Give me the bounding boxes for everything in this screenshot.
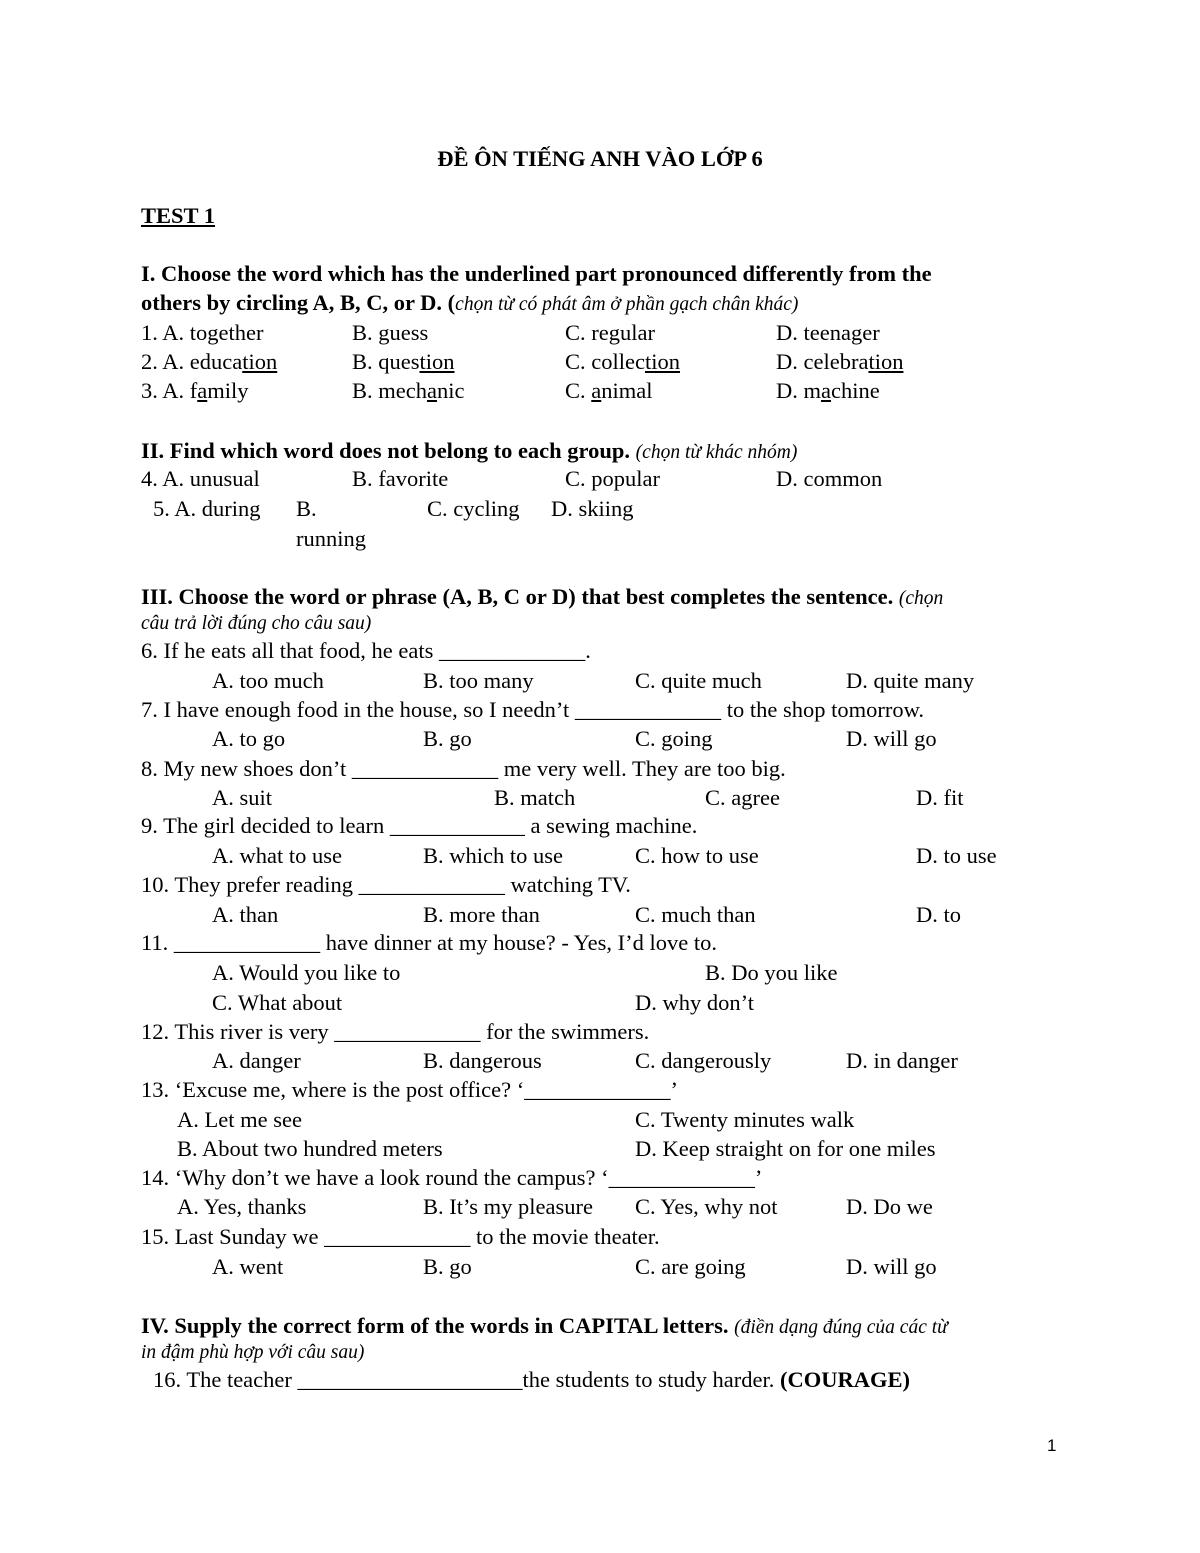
q9-option-b: B. which to use [423,843,563,868]
q5-option-c: C. cycling [427,496,520,521]
q9-option-a: A. what to use [212,843,342,868]
q2-option-c: C. collection [565,349,680,374]
q14-option-c: C. Yes, why not [635,1194,778,1219]
q9-stem: 9. The girl decided to learn ____________ a sewing machine. [141,813,698,838]
q5-option-b: B. [296,496,317,521]
q4-option-c: C. popular [565,466,660,491]
q11-option-c: C. What about [212,990,343,1015]
document-title: ĐỀ ÔN TIẾNG ANH VÀO LỚP 6 [437,146,763,171]
q10-option-d: D. to [916,902,961,927]
section-4-note: (điền dạng đúng của các từ [734,1317,948,1338]
q2-option-b: B. question [352,349,455,374]
q13-option-a: A. Let me see [177,1107,302,1132]
page-number: 1 [1047,1436,1057,1455]
section-2-note: (chọn từ khác nhóm) [635,442,798,463]
q5-option-b-word: running [296,526,366,551]
q9-option-c: C. how to use [635,843,759,868]
q6-option-b: B. too many [423,668,534,693]
q5-option-d: D. skiing [551,496,634,521]
test-heading: TEST 1 [141,203,216,228]
q15-option-d: D. will go [846,1254,937,1279]
q13-option-b: B. About two hundred meters [177,1136,443,1161]
q14-option-d: D. Do we [846,1194,933,1219]
section-4-note-line2: in đậm phù hợp với câu sau) [141,1342,365,1363]
q9-option-d: D. to use [916,843,997,868]
q14-option-a: A. Yes, thanks [177,1194,307,1219]
q6-option-a: A. too much [212,668,324,693]
section-3-heading: III. Choose the word or phrase (A, B, C or D) that best completes the sentence. (chọn [141,584,944,609]
q1-option-d: D. teenager [776,320,880,345]
q13-option-c: C. Twenty minutes walk [635,1107,855,1132]
q15-stem: 15. Last Sunday we _____________ to the movie theater. [141,1224,660,1249]
q15-option-c: C. are going [635,1254,746,1279]
q14-stem: 14. ‘Why don’t we have a look round the campus? ‘_____________’ [141,1165,763,1190]
q11-option-d: D. why don’t [635,990,754,1015]
q12-option-a: A. danger [212,1048,301,1073]
q8-option-d: D. fit [916,785,964,810]
q1-option-c: C. regular [565,320,655,345]
q3-option-b: B. mechanic [352,378,465,403]
q8-option-a: A. suit [212,785,273,810]
q7-option-d: D. will go [846,726,937,751]
q4-option-d: D. common [776,466,883,491]
q4-option-b: B. favorite [352,466,449,491]
q12-option-d: D. in danger [846,1048,958,1073]
section-3-note-line2: câu trả lời đúng cho câu sau) [141,613,372,634]
q11-stem: 11. _____________ have dinner at my house? - Yes, I’d love to. [141,930,717,955]
q12-option-c: C. dangerously [635,1048,772,1073]
q7-option-b: B. go [423,726,472,751]
q1-option-a: 1. A. together [141,320,264,345]
q15-option-b: B. go [423,1254,472,1279]
q6-stem: 6. If he eats all that food, he eats _____________. [141,638,591,663]
q5-option-a: 5. A. during [153,496,261,521]
q6-option-d: D. quite many [846,668,975,693]
section-2-heading: II. Find which word does not belong to each group. (chọn từ khác nhóm) [141,438,798,463]
q8-option-c: C. agree [705,785,780,810]
section-1-heading-text: others by circling A, B, C, or D. [141,290,443,315]
q13-stem: 13. ‘Excuse me, where is the post office? ‘_____________’ [141,1077,678,1102]
q3-option-c: C. animal [565,378,653,403]
q2-option-a: 2. A. education [141,349,278,374]
section-1-note-paren: ( [442,290,456,315]
q10-option-a: A. than [212,902,279,927]
q11-option-b: B. Do you like [705,960,838,985]
q3-option-d: D. machine [776,378,880,403]
q7-option-c: C. going [635,726,713,751]
q16-capital-word: (COURAGE) [779,1367,910,1392]
section-1-note: chọn từ có phát âm ở phần gạch chân khác) [455,294,799,315]
q16-stem: 16. The teacher ____________________the students to study harder. (COURAGE) [153,1367,910,1392]
section-3-note: (chọn [898,588,944,609]
q2-option-d: D. celebration [776,349,904,374]
q10-stem: 10. They prefer reading _____________ watching TV. [141,872,631,897]
section-1-heading-line1: I. Choose the word which has the underlined part pronounced differently from the [141,261,932,286]
section-1-heading-line2 [141,288,798,320]
q10-option-c: C. much than [635,902,756,927]
q6-option-c: C. quite much [635,668,762,693]
q7-option-a: A. to go [212,726,286,751]
q4-option-a: 4. A. unusual [141,466,260,491]
q12-option-b: B. dangerous [423,1048,542,1073]
q10-option-b: B. more than [423,902,540,927]
q12-stem: 12. This river is very _____________ for the swimmers. [141,1019,650,1044]
q13-option-d: D. Keep straight on for one miles [635,1136,936,1161]
q15-option-a: A. went [212,1254,284,1279]
q8-option-b: B. match [494,785,576,810]
q11-option-a: A. Would you like to [212,960,401,985]
q3-option-a: 3. A. family [141,378,249,403]
q1-option-b: B. guess [352,320,429,345]
q8-stem: 8. My new shoes don’t _____________ me very well. They are too big. [141,756,786,781]
section-4-heading: IV. Supply the correct form of the words in CAPITAL letters. (điền dạng đúng của các từ [141,1313,948,1338]
q14-option-b: B. It’s my pleasure [423,1194,593,1219]
q7-stem: 7. I have enough food in the house, so I needn’t _____________ to the shop tomorrow. [141,697,925,722]
